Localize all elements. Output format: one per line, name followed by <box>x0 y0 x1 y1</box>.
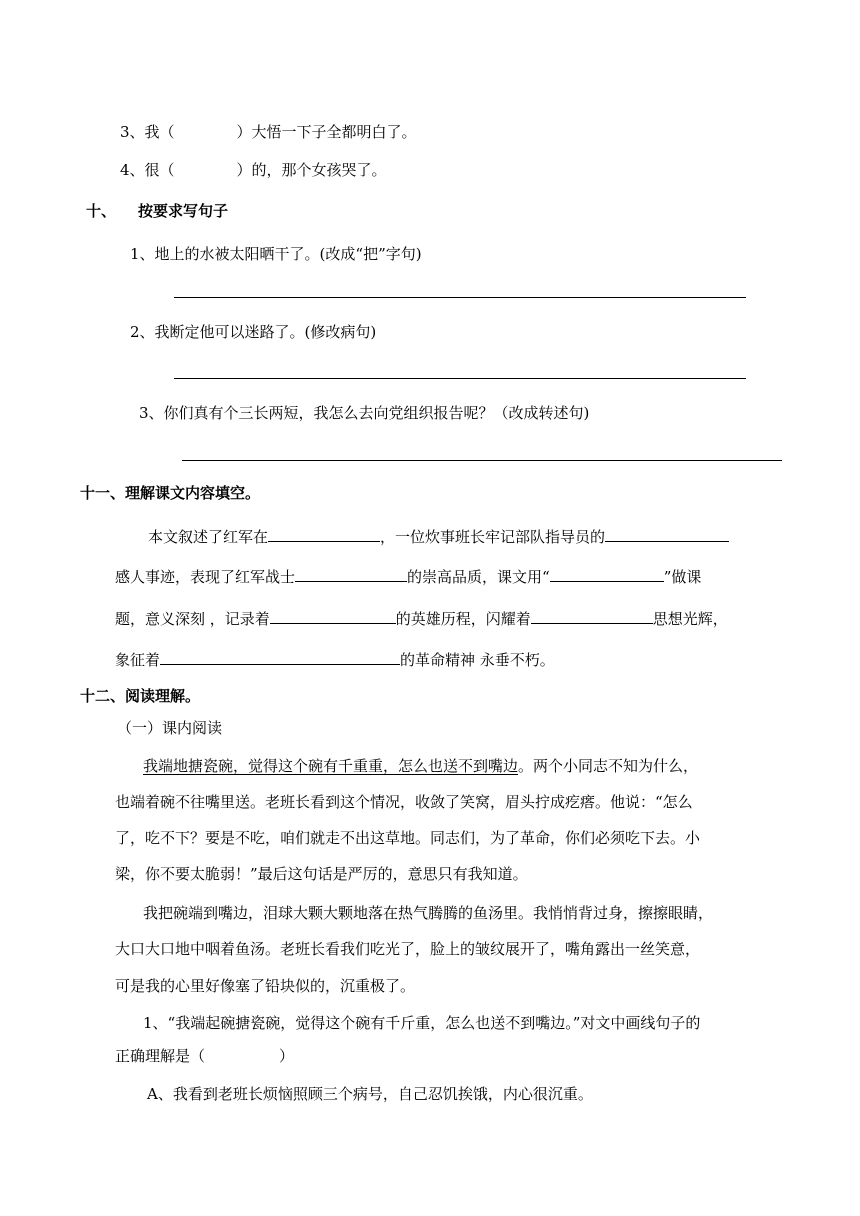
text: 本文叙述了红军在 <box>148 528 269 546</box>
passage-p1-line-4: 梁，你不要太脆弱！”最后这句话是严厉的，意思只有我知道。 <box>115 865 528 883</box>
text: 题，意义深刻 ，记录着 <box>115 610 270 628</box>
passage-p2-line-1: 我把碗端到嘴边，泪球大颗大颗地落在热气腾腾的鱼汤里。我悄悄背过身，擦擦眼睛， <box>143 904 714 922</box>
underlined-sentence: 我端地搪瓷碗，觉得这个碗有千重重，怎么也送不到嘴边 <box>143 757 519 775</box>
option-a: A、我看到老班长烦恼照顾三个病号，自己忍饥挨饿，内心很沉重。 <box>147 1085 593 1103</box>
blank-6[interactable] <box>531 607 653 624</box>
text: 感人事迹，表现了红军战士 <box>115 568 296 586</box>
fill-item-4 <box>120 160 387 180</box>
passage-p1-line-1 <box>143 756 698 776</box>
text: 象征着 <box>115 651 161 669</box>
section-11-heading: 十一、理解课文内容填空。 <box>80 484 261 502</box>
s10-q1: 1、地上的水被太阳晒干了。(改成“把”字句) <box>130 245 422 263</box>
text: ，一位炊事班长牢记部队指导员的 <box>380 528 606 546</box>
item-3-suffix: ）大悟一下子全都明白了。 <box>236 123 417 141</box>
s11-line-1 <box>148 525 729 547</box>
question-1-line-1: 1、“我端起碗搪瓷碗，觉得这个碗有千斤重，怎么也送不到嘴边。”对文中画线句子的 <box>143 1014 701 1032</box>
blank-4[interactable] <box>550 565 664 582</box>
passage-p1-line-3: 了，吃不下？要是不吃，咱们就走不出这草地。同志们，为了革命，你们必须吃下去。小 <box>115 829 701 847</box>
section-12-heading: 十二、阅读理解。 <box>80 687 201 705</box>
text: ） <box>279 1047 295 1065</box>
passage-p2-line-3: 可是我的心里好像塞了铅块似的，沉重极了。 <box>115 977 416 995</box>
section-10-number: 十、 <box>86 202 117 220</box>
section-10-title: 按要求写句子 <box>138 202 229 220</box>
text: 的革命精神 永垂不朽。 <box>400 651 555 669</box>
blank-2[interactable] <box>605 525 729 542</box>
answer-line-3[interactable] <box>182 460 782 461</box>
section-10-heading <box>86 201 228 221</box>
s11-line-2 <box>115 565 701 587</box>
s11-line-4 <box>115 648 555 670</box>
item-3-prefix: 3、我（ <box>120 123 175 141</box>
s11-line-3 <box>115 607 728 629</box>
fill-item-3 <box>120 122 417 142</box>
text: ”做课 <box>663 568 702 586</box>
text: 。两个小同志不知为什么， <box>518 757 699 775</box>
blank-1[interactable] <box>268 525 380 542</box>
blank-7[interactable] <box>160 648 400 665</box>
item-4-prefix: 4、很（ <box>120 161 175 179</box>
item-4-suffix: ）的，那个女孩哭了。 <box>236 161 387 179</box>
blank-3[interactable] <box>295 565 407 582</box>
answer-line-2[interactable] <box>174 378 746 379</box>
blank-5[interactable] <box>270 607 396 624</box>
s10-q3: 3、你们真有个三长两短，我怎么去向党组织报告呢？（改成转述句) <box>139 404 590 422</box>
answer-line-1[interactable] <box>174 297 746 298</box>
s12-subheading: （一）课内阅读 <box>117 719 223 737</box>
text: 正确理解是（ <box>115 1047 206 1065</box>
text: 的崇高品质，课文用“ <box>407 568 550 586</box>
passage-p1-line-2: 也端着碗不往嘴里送。老班长看到这个情况，收敛了笑窝，眉头拧成疙瘩。他说：“怎么 <box>115 793 693 811</box>
question-1-line-2 <box>115 1046 294 1066</box>
text: 的英雄历程，闪耀着 <box>395 610 531 628</box>
text: 思想光辉， <box>652 610 728 628</box>
s10-q2: 2、我断定他可以迷路了。(修改病句) <box>130 323 377 341</box>
passage-p2-line-2: 大口大口地中咽着鱼汤。老班长看我们吃光了，脸上的皱纹展开了，嘴角露出一丝笑意， <box>115 940 701 958</box>
